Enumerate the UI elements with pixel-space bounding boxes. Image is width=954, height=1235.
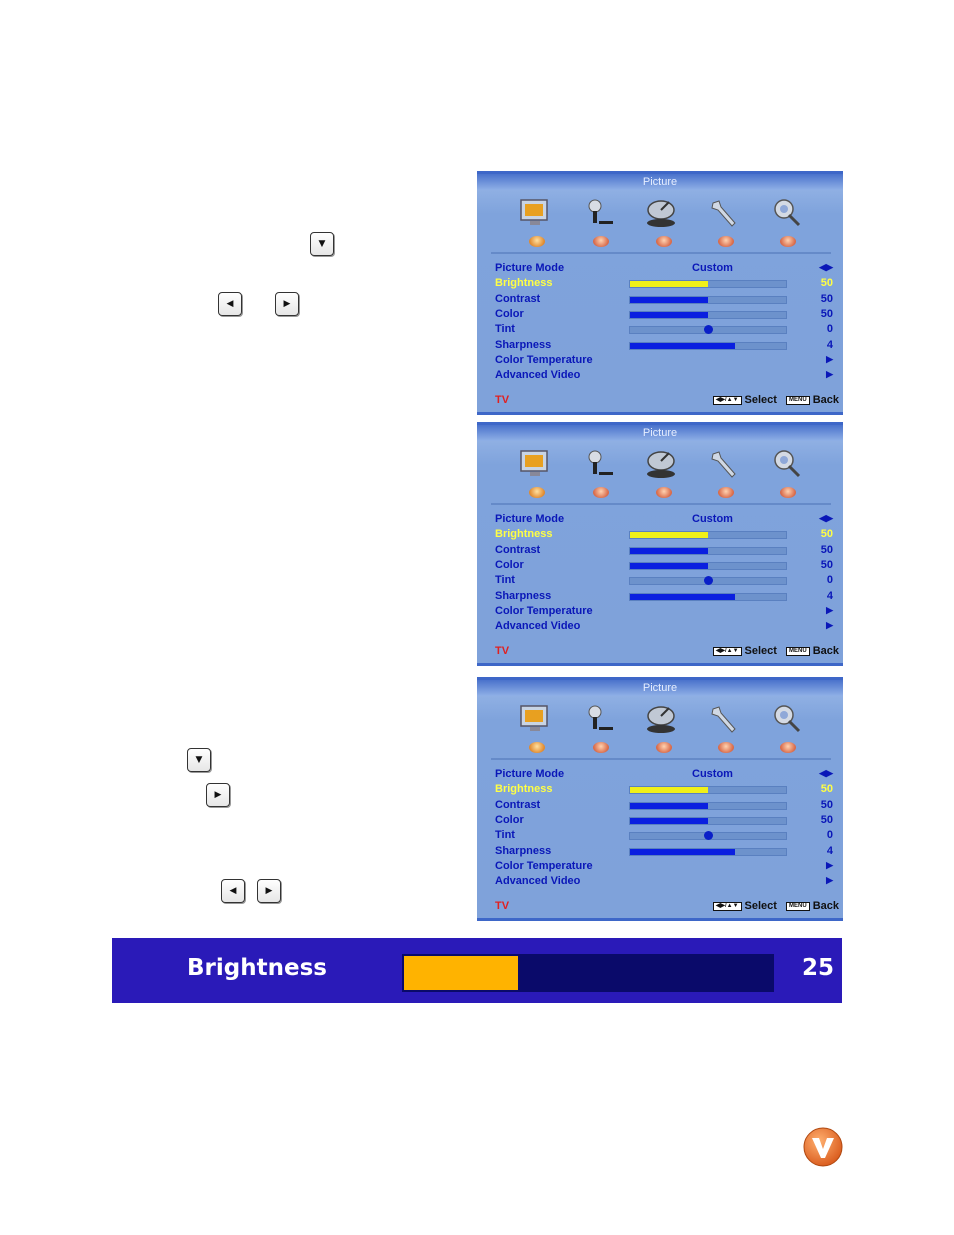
osd-row-value: 0 xyxy=(826,323,833,336)
osd-row-advanced-video[interactable] xyxy=(477,369,843,384)
menu-indicator-icon xyxy=(656,487,672,498)
back-hint-label: Back xyxy=(812,645,839,657)
osd-footer xyxy=(477,394,843,408)
osd-divider xyxy=(491,758,831,760)
input-source-label: TV xyxy=(495,900,510,912)
osd-slider-fill xyxy=(630,787,708,793)
brightness-track xyxy=(402,954,774,992)
down-key-icon: ▼ xyxy=(310,232,334,256)
select-hint-label: Select xyxy=(744,645,777,657)
osd-row-label: Advanced Video xyxy=(495,875,581,888)
osd-hint xyxy=(713,645,839,657)
osd-slider-track[interactable] xyxy=(629,593,787,601)
osd-slider-track[interactable] xyxy=(629,326,787,334)
osd-row-color-temperature[interactable] xyxy=(477,860,843,875)
osd-slider-track[interactable] xyxy=(629,562,787,570)
osd-row-sharpness[interactable] xyxy=(477,590,843,605)
osd-row-value: 4 xyxy=(826,844,833,857)
osd-dot-row xyxy=(507,742,817,754)
input-source-label: TV xyxy=(495,394,510,406)
select-hint-label: Select xyxy=(744,900,777,912)
menu-indicator-icon xyxy=(780,236,796,247)
osd-row-value: ▶ xyxy=(826,369,833,380)
select-hint-label: Select xyxy=(744,394,777,406)
osd-footer xyxy=(477,900,843,914)
menu-indicator-icon xyxy=(529,742,545,753)
brightness-value: 25 xyxy=(801,955,834,981)
osd-row-value: ▶ xyxy=(826,620,833,631)
osd-row-label: Contrast xyxy=(495,543,541,556)
osd-slider-fill xyxy=(630,803,708,809)
osd-slider-track[interactable] xyxy=(629,577,787,585)
osd-row-color-temperature[interactable] xyxy=(477,354,843,369)
osd-row-contrast[interactable] xyxy=(477,544,843,559)
osd-hint xyxy=(713,900,839,912)
osd-row-tint[interactable] xyxy=(477,829,843,844)
osd-row-value: 50 xyxy=(820,292,833,305)
osd-icon-row xyxy=(507,447,817,483)
osd-row-label: Contrast xyxy=(495,798,541,811)
osd-row-value: ▶ xyxy=(826,875,833,886)
osd-row-label: Tint xyxy=(495,829,515,842)
osd-row-label: Sharpness xyxy=(495,844,552,857)
osd-slider-fill xyxy=(630,532,708,538)
wrench-icon[interactable] xyxy=(706,702,742,736)
left-key-icon: ◀ xyxy=(221,879,245,903)
satellite-dish-icon[interactable] xyxy=(644,196,680,230)
wrench-icon[interactable] xyxy=(706,196,742,230)
osd-slider-track[interactable] xyxy=(629,547,787,555)
tv-screen-icon[interactable] xyxy=(517,196,553,230)
menu-indicator-icon xyxy=(780,742,796,753)
osd-row-value: ▶ xyxy=(826,859,833,870)
right-key-icon: ▶ xyxy=(257,879,281,903)
osd-row-color[interactable] xyxy=(477,559,843,574)
osd-slider-knob[interactable] xyxy=(704,831,713,840)
tv-screen-icon[interactable] xyxy=(517,447,553,481)
menu-key-icon: MENU xyxy=(786,647,810,656)
osd-row-label: Advanced Video xyxy=(495,620,581,633)
osd-slider-track[interactable] xyxy=(629,848,787,856)
osd-divider xyxy=(491,503,831,505)
osd-row-label: Brightness xyxy=(495,277,553,290)
back-hint-label: Back xyxy=(812,394,839,406)
microphone-icon[interactable] xyxy=(581,447,617,481)
osd-row-value: 50 xyxy=(820,798,833,811)
vizio-logo-icon xyxy=(803,1127,843,1167)
osd-row-picture-mode[interactable] xyxy=(477,262,843,277)
osd-row-color[interactable] xyxy=(477,308,843,323)
right-key-icon: ▶ xyxy=(275,292,299,316)
tools-icon[interactable] xyxy=(768,196,804,230)
osd-row-value: ◀▶ xyxy=(819,768,833,778)
menu-indicator-icon xyxy=(718,236,734,247)
menu-indicator-icon xyxy=(593,236,609,247)
osd-row-value: ◀▶ xyxy=(819,513,833,523)
osd-dot-row xyxy=(507,236,817,248)
menu-indicator-icon xyxy=(780,487,796,498)
osd-row-value: 50 xyxy=(820,558,833,571)
menu-indicator-icon xyxy=(656,742,672,753)
wrench-icon[interactable] xyxy=(706,447,742,481)
osd-row-tint[interactable] xyxy=(477,574,843,589)
osd-row-label: Sharpness xyxy=(495,589,552,602)
osd-row-label: Sharpness xyxy=(495,338,552,351)
osd-row-label: Color Temperature xyxy=(495,604,593,617)
osd-screen-2 xyxy=(477,422,843,666)
osd-title: Picture xyxy=(477,174,843,190)
osd-row-label: Advanced Video xyxy=(495,369,581,382)
right-key-icon: ▶ xyxy=(206,783,230,807)
microphone-icon[interactable] xyxy=(581,196,617,230)
satellite-dish-icon[interactable] xyxy=(644,447,680,481)
osd-slider-fill xyxy=(630,297,708,303)
osd-slider-fill xyxy=(630,594,735,600)
osd-row-value: ◀▶ xyxy=(819,262,833,272)
osd-slider-knob[interactable] xyxy=(704,325,713,334)
osd-slider-fill xyxy=(630,312,708,318)
osd-dot-row xyxy=(507,487,817,499)
menu-key-icon: MENU xyxy=(786,902,810,911)
osd-row-value: 50 xyxy=(820,307,833,320)
osd-row-color-temperature[interactable] xyxy=(477,605,843,620)
osd-row-label: Contrast xyxy=(495,292,541,305)
osd-row-label: Brightness xyxy=(495,783,553,796)
select-key-icon: ◀▶/▲▼ xyxy=(713,396,742,405)
osd-row-contrast[interactable] xyxy=(477,293,843,308)
tools-icon[interactable] xyxy=(768,702,804,736)
osd-slider-fill xyxy=(630,343,735,349)
osd-icon-row xyxy=(507,702,817,738)
osd-row-mode-value: Custom xyxy=(692,262,733,274)
osd-slider-fill xyxy=(630,548,708,554)
osd-icon-row xyxy=(507,196,817,232)
osd-row-value: 50 xyxy=(820,783,833,796)
osd-row-brightness[interactable] xyxy=(477,277,843,292)
osd-row-label: Color xyxy=(495,813,524,826)
osd-screen-3 xyxy=(477,677,843,921)
osd-row-label: Tint xyxy=(495,574,515,587)
osd-title: Picture xyxy=(477,425,843,441)
osd-row-value: ▶ xyxy=(826,353,833,364)
osd-row-mode-value: Custom xyxy=(692,768,733,780)
brightness-title: Brightness xyxy=(187,955,327,981)
menu-indicator-icon xyxy=(593,742,609,753)
satellite-dish-icon[interactable] xyxy=(644,702,680,736)
osd-row-label: Picture Mode xyxy=(495,768,565,780)
osd-row-sharpness[interactable] xyxy=(477,339,843,354)
osd-slider-fill xyxy=(630,563,708,569)
tv-screen-icon[interactable] xyxy=(517,702,553,736)
osd-divider xyxy=(491,252,831,254)
menu-indicator-icon xyxy=(718,487,734,498)
osd-row-brightness[interactable] xyxy=(477,528,843,543)
osd-row-value: 50 xyxy=(820,813,833,826)
menu-indicator-icon xyxy=(529,487,545,498)
osd-row-label: Color Temperature xyxy=(495,859,593,872)
osd-row-color[interactable] xyxy=(477,814,843,829)
osd-row-label: Color xyxy=(495,307,524,320)
menu-indicator-icon xyxy=(656,236,672,247)
osd-slider-track[interactable] xyxy=(629,342,787,350)
osd-row-advanced-video[interactable] xyxy=(477,620,843,635)
osd-slider-fill xyxy=(630,281,708,287)
osd-screen-1 xyxy=(477,171,843,415)
osd-row-label: Color xyxy=(495,558,524,571)
select-key-icon: ◀▶/▲▼ xyxy=(713,902,742,911)
osd-slider-fill xyxy=(630,849,735,855)
osd-row-value: 4 xyxy=(826,338,833,351)
input-source-label: TV xyxy=(495,645,510,657)
left-key-icon: ◀ xyxy=(218,292,242,316)
osd-row-brightness[interactable] xyxy=(477,783,843,798)
menu-indicator-icon xyxy=(593,487,609,498)
osd-slider-knob[interactable] xyxy=(704,576,713,585)
osd-row-value: 50 xyxy=(820,277,833,290)
osd-row-tint[interactable] xyxy=(477,323,843,338)
menu-key-icon: MENU xyxy=(786,396,810,405)
osd-row-contrast[interactable] xyxy=(477,799,843,814)
osd-row-value: 50 xyxy=(820,543,833,556)
osd-title: Picture xyxy=(477,680,843,696)
osd-row-label: Brightness xyxy=(495,528,553,541)
osd-slider-track[interactable] xyxy=(629,786,787,794)
osd-slider-fill xyxy=(630,818,708,824)
osd-slider-track[interactable] xyxy=(629,296,787,304)
back-hint-label: Back xyxy=(812,900,839,912)
osd-row-label: Picture Mode xyxy=(495,513,565,525)
osd-slider-track[interactable] xyxy=(629,311,787,319)
down-key-icon: ▼ xyxy=(187,748,211,772)
osd-row-sharpness[interactable] xyxy=(477,845,843,860)
osd-slider-track[interactable] xyxy=(629,531,787,539)
menu-indicator-icon xyxy=(529,236,545,247)
brightness-fill xyxy=(404,956,518,990)
osd-hint xyxy=(713,394,839,406)
osd-row-picture-mode[interactable] xyxy=(477,513,843,528)
osd-footer xyxy=(477,645,843,659)
brightness-banner xyxy=(112,938,842,1003)
osd-slider-track[interactable] xyxy=(629,802,787,810)
select-key-icon: ◀▶/▲▼ xyxy=(713,647,742,656)
osd-slider-track[interactable] xyxy=(629,817,787,825)
osd-row-picture-mode[interactable] xyxy=(477,768,843,783)
osd-row-advanced-video[interactable] xyxy=(477,875,843,890)
osd-row-label: Tint xyxy=(495,323,515,336)
osd-row-mode-value: Custom xyxy=(692,513,733,525)
menu-indicator-icon xyxy=(718,742,734,753)
microphone-icon[interactable] xyxy=(581,702,617,736)
osd-row-value: 0 xyxy=(826,829,833,842)
osd-row-label: Color Temperature xyxy=(495,353,593,366)
osd-row-value: 4 xyxy=(826,589,833,602)
tools-icon[interactable] xyxy=(768,447,804,481)
osd-row-value: 0 xyxy=(826,574,833,587)
osd-row-label: Picture Mode xyxy=(495,262,565,274)
osd-row-value: 50 xyxy=(820,528,833,541)
osd-slider-track[interactable] xyxy=(629,832,787,840)
osd-slider-track[interactable] xyxy=(629,280,787,288)
osd-row-value: ▶ xyxy=(826,604,833,615)
